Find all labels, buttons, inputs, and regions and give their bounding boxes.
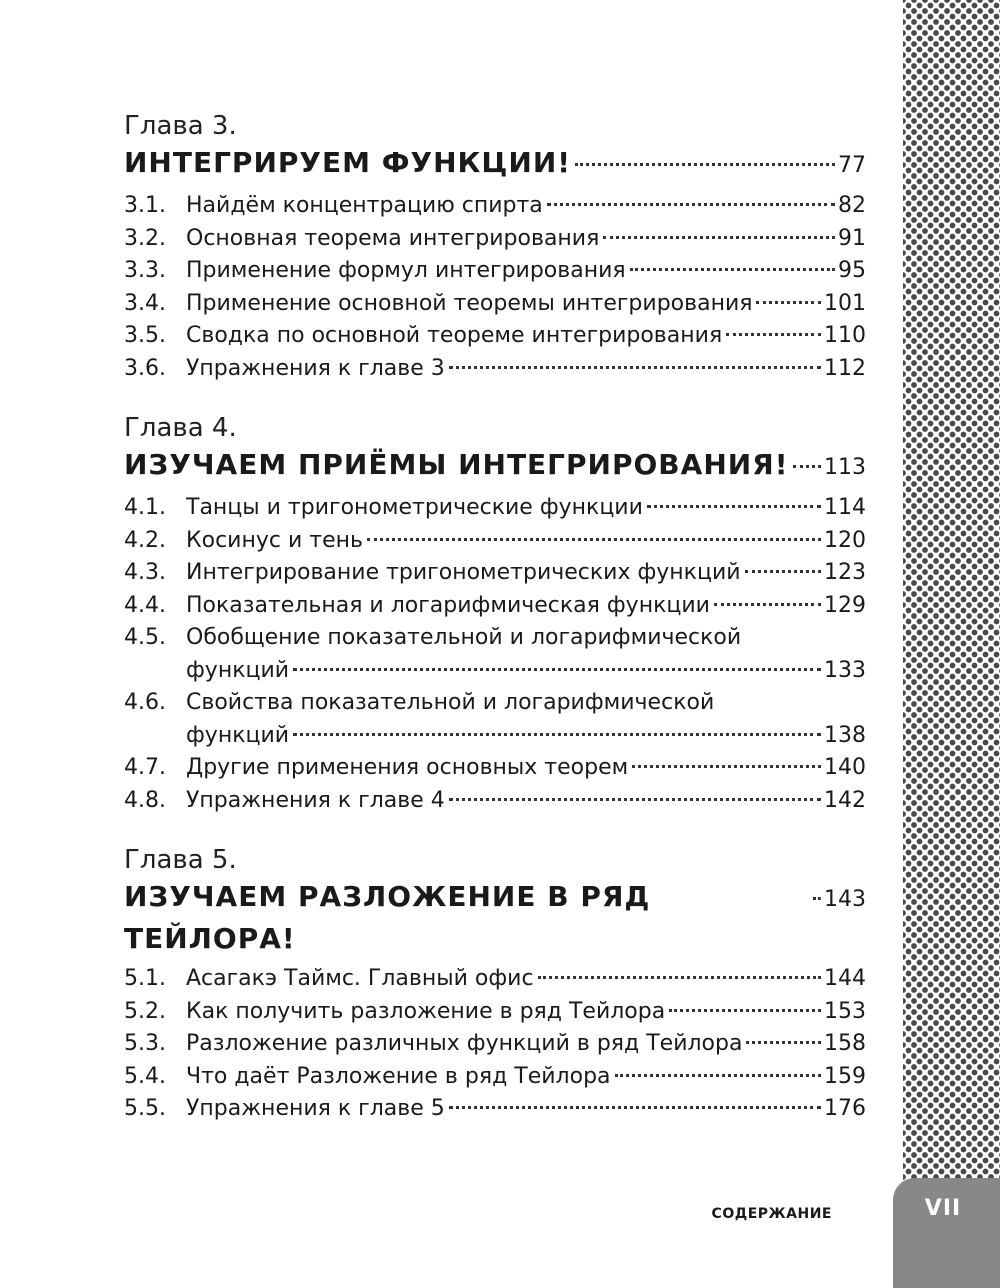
entry-title-continued: функций [186, 722, 290, 748]
entry-title: Упражнения к главе 3 [186, 355, 445, 381]
toc-entry[interactable] [124, 557, 866, 590]
chapter-title: ИЗУЧАЕМ ПРИЁМЫ ИНТЕГРИРОВАНИЯ! [124, 448, 789, 481]
entry-page: 82 [838, 193, 866, 218]
page-number: VII [924, 1196, 962, 1221]
dot-leader [293, 668, 821, 671]
dot-leader [547, 203, 835, 206]
entry-number: 5.4. [124, 1063, 166, 1089]
dot-leader [813, 897, 821, 900]
entry-page: 91 [838, 225, 866, 251]
toc-entry[interactable] [124, 1061, 866, 1094]
dot-leader [726, 333, 821, 336]
entry-page: 133 [824, 657, 866, 683]
entry-title: Интегрирование тригонометрических функций [186, 560, 741, 585]
dot-leader [603, 236, 835, 239]
entry-title-continued: функций [186, 657, 290, 683]
dot-leader [615, 1074, 821, 1077]
toc-entry[interactable] [124, 255, 866, 288]
entry-title: Косинус и тень [186, 527, 363, 553]
entry-title: Упражнения к главе 5 [186, 1096, 445, 1121]
chapter-label: Глава 5. [124, 845, 237, 875]
toc-entry[interactable] [124, 687, 866, 752]
toc-entry[interactable] [124, 288, 866, 321]
dotted-margin-pattern [903, 0, 1000, 1276]
toc-entry[interactable] [124, 190, 866, 223]
toc-entry[interactable] [124, 320, 866, 353]
entry-number: 3.4. [124, 290, 166, 316]
entry-title: Что даёт Разложение в ряд Тейлора [186, 1063, 611, 1089]
chapter-page: 113 [824, 455, 866, 480]
entry-title: Найдём концентрацию спирта [186, 193, 543, 218]
entry-page: 112 [824, 355, 866, 381]
entry-page: 123 [824, 560, 866, 585]
entry-number: 4.6. [124, 690, 166, 715]
entry-number: 3.3. [124, 258, 166, 283]
entry-title: Как получить разложение в ряд Тейлора [186, 998, 666, 1024]
chapter-label: Глава 3. [124, 111, 237, 141]
dot-leader [575, 163, 835, 166]
toc-entry[interactable] [124, 525, 866, 558]
entry-title: Упражнения к главе 4 [186, 787, 445, 813]
toc-entry[interactable] [124, 785, 866, 818]
toc-entry[interactable] [124, 492, 866, 525]
chapter-title-row[interactable] [124, 444, 866, 489]
toc-entry[interactable] [124, 996, 866, 1029]
entry-number: 5.2. [124, 998, 166, 1024]
entry-title: Применение формул интегрирования [186, 258, 626, 283]
entry-number: 5.1. [124, 966, 166, 991]
page-number-tab [893, 1178, 1000, 1288]
entry-page: 101 [824, 290, 866, 316]
dot-leader [293, 733, 821, 736]
chapter-section [124, 844, 866, 1126]
entry-title: Разложение различных функций в ряд Тейлора [186, 1031, 743, 1056]
entry-number: 3.6. [124, 355, 166, 381]
chapter-page: 77 [838, 153, 866, 178]
dot-leader [449, 1106, 821, 1109]
toc-entry[interactable] [124, 353, 866, 386]
entry-page: 110 [824, 323, 866, 348]
entry-page: 138 [824, 722, 866, 748]
entry-number: 4.2. [124, 527, 166, 553]
entry-title: Другие применения основных теорем [186, 755, 629, 780]
dot-leader [746, 1041, 821, 1044]
dot-leader [714, 603, 821, 606]
dot-leader [745, 570, 821, 573]
toc-entry[interactable] [124, 963, 866, 996]
dot-leader [630, 268, 835, 271]
table-of-contents [124, 110, 866, 1153]
entry-title: Свойства показательной и логарифмической [186, 690, 715, 715]
entry-page: 114 [824, 495, 866, 520]
entry-title: Показательная и логарифмическая функции [186, 592, 710, 618]
entry-number: 4.8. [124, 787, 166, 813]
toc-entry[interactable] [124, 1028, 866, 1061]
dot-leader [367, 538, 821, 541]
entry-title: Обобщение показательной и логарифмической [186, 625, 742, 650]
entry-page: 129 [824, 592, 866, 618]
dot-leader [449, 798, 821, 801]
entry-number: 4.1. [124, 495, 166, 520]
entry-page: 142 [824, 787, 866, 813]
toc-entry[interactable] [124, 223, 866, 256]
entry-title: Применение основной теоремы интегрирования [186, 290, 753, 316]
entry-page: 144 [824, 966, 866, 991]
entry-number: 5.5. [124, 1096, 166, 1121]
entry-number: 4.7. [124, 755, 166, 780]
entry-page: 140 [824, 755, 866, 780]
dot-leader [793, 465, 821, 468]
entry-page: 158 [824, 1031, 866, 1056]
chapter-label: Глава 4. [124, 413, 237, 443]
entry-number: 3.5. [124, 323, 166, 348]
entry-number: 4.5. [124, 625, 166, 650]
chapter-title-row[interactable] [124, 876, 866, 960]
dot-leader [538, 976, 821, 979]
entry-title: Асагакэ Таймс. Главный офис [186, 966, 534, 991]
entry-number: 3.1. [124, 193, 166, 218]
entry-page: 120 [824, 527, 866, 553]
chapter-section [124, 412, 866, 817]
dot-leader [669, 1009, 821, 1012]
entry-number: 4.3. [124, 560, 166, 585]
chapter-title: ИНТЕГРИРУЕМ ФУНКЦИИ! [124, 146, 572, 179]
chapter-section [124, 110, 866, 385]
entry-title: Сводка по основной теореме интегрирования [186, 323, 723, 348]
toc-entry[interactable] [124, 1093, 866, 1126]
entry-number: 5.3. [124, 1031, 166, 1056]
toc-entry[interactable] [124, 622, 866, 687]
chapter-title: ИЗУЧАЕМ РАЗЛОЖЕНИЕ В РЯД ТЕЙЛОРА! [124, 880, 651, 955]
entry-page: 176 [824, 1096, 866, 1121]
toc-entry[interactable] [124, 590, 866, 623]
chapter-title-row[interactable] [124, 142, 866, 187]
section-label: СОДЕРЖАНИЕ [711, 1206, 832, 1222]
entry-number: 3.2. [124, 225, 166, 251]
entry-number: 4.4. [124, 592, 166, 618]
entry-page: 95 [838, 258, 866, 283]
entry-title: Танцы и тригонометрические функции [186, 495, 643, 520]
entry-page: 159 [824, 1063, 866, 1089]
chapter-page: 143 [824, 887, 866, 912]
entry-page: 153 [824, 998, 866, 1024]
toc-entry[interactable] [124, 752, 866, 785]
dot-leader [449, 366, 821, 369]
dot-leader [647, 505, 821, 508]
dot-leader [756, 301, 821, 304]
entry-title: Основная теорема интегрирования [186, 225, 600, 251]
dot-leader [632, 765, 821, 768]
